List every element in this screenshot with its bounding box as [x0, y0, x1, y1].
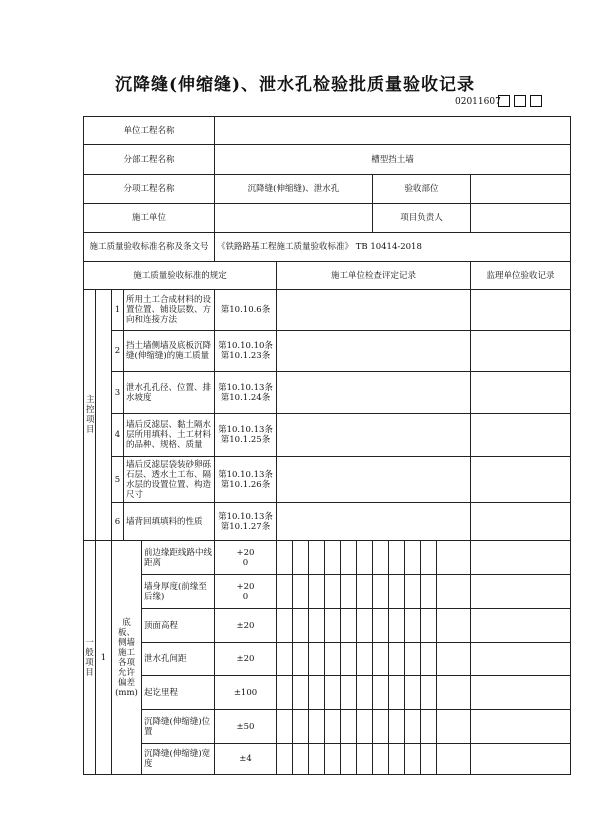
measure-cell[interactable]	[293, 676, 309, 710]
main-item-no: 3	[112, 372, 124, 414]
main-item-check[interactable]	[277, 372, 471, 414]
measure-cell[interactable]	[325, 676, 341, 710]
main-item-desc: 挡土墙侧墙及底板沉降缝(伸缩缝)的施工质量	[124, 331, 215, 372]
measure-cell[interactable]	[357, 575, 373, 609]
measure-cell[interactable]	[325, 710, 341, 744]
standard-value: 《铁路路基工程施工质量验收标准》 TB 10414-2018	[215, 233, 571, 262]
contractor-check-header: 施工单位检查评定记录	[277, 262, 471, 290]
main-item-supervisor[interactable]	[471, 457, 571, 503]
main-item-clause: 第10.10.13条 第10.1.24条	[215, 372, 277, 414]
measure-cell[interactable]	[405, 575, 421, 609]
measure-cell[interactable]	[325, 609, 341, 643]
measure-cell[interactable]	[405, 676, 421, 710]
measure-cell[interactable]	[357, 643, 373, 676]
measure-cell[interactable]	[325, 575, 341, 609]
general-row-tol: +20 0	[215, 575, 277, 609]
measure-cell[interactable]	[421, 609, 437, 643]
general-row-tol: ±20	[215, 609, 277, 643]
main-item-desc: 泄水孔孔径、位置、排水坡度	[124, 372, 215, 414]
measure-cell[interactable]	[405, 609, 421, 643]
main-item-no: 1	[112, 290, 124, 331]
measure-cell[interactable]	[437, 744, 471, 775]
measure-cell[interactable]	[357, 744, 373, 775]
general-row-supervisor[interactable]	[471, 676, 571, 710]
general-row-supervisor[interactable]	[471, 744, 571, 775]
measure-cell[interactable]	[325, 643, 341, 676]
acceptance-part-value[interactable]	[471, 175, 571, 204]
measure-cell[interactable]	[373, 643, 389, 676]
spec-column-header: 施工质量验收标准的规定	[84, 262, 277, 290]
main-item-clause: 第10.10.13条 第10.1.25条	[215, 414, 277, 457]
main-item-check[interactable]	[277, 503, 471, 541]
project-leader-label: 项目负责人	[373, 204, 471, 233]
general-row-supervisor[interactable]	[471, 710, 571, 744]
measure-cell[interactable]	[405, 710, 421, 744]
measure-cell[interactable]	[437, 609, 471, 643]
main-item-supervisor[interactable]	[471, 290, 571, 331]
measure-cell[interactable]	[389, 541, 405, 575]
measure-cell[interactable]	[373, 676, 389, 710]
measure-cell[interactable]	[293, 609, 309, 643]
contractor-label: 施工单位	[84, 204, 215, 233]
measure-cell[interactable]	[437, 541, 471, 575]
form-code: 02011607	[455, 97, 501, 107]
measure-cell[interactable]	[309, 744, 325, 775]
measure-cell[interactable]	[421, 575, 437, 609]
measure-cell[interactable]	[389, 575, 405, 609]
general-row-supervisor[interactable]	[471, 609, 571, 643]
measure-cell[interactable]	[405, 541, 421, 575]
measure-cell[interactable]	[277, 541, 293, 575]
measure-cell[interactable]	[293, 643, 309, 676]
measure-cell[interactable]	[341, 744, 357, 775]
main-item-clause: 第10.10.10条 第10.1.23条	[215, 331, 277, 372]
measure-cell[interactable]	[421, 676, 437, 710]
measure-cell[interactable]	[325, 744, 341, 775]
general-row-tol: ±100	[215, 676, 277, 710]
measure-cell[interactable]	[373, 744, 389, 775]
general-row-desc: 沉降缝(伸缩缝)位置	[142, 710, 215, 744]
measure-cell[interactable]	[357, 710, 373, 744]
measure-cell[interactable]	[437, 643, 471, 676]
sub-project-value[interactable]: 槽型挡土墙	[215, 145, 571, 175]
contractor-value[interactable]	[215, 204, 373, 233]
measure-cell[interactable]	[389, 744, 405, 775]
code-box-2[interactable]	[514, 95, 526, 107]
main-item-check[interactable]	[277, 414, 471, 457]
measure-cell[interactable]	[405, 643, 421, 676]
main-item-supervisor[interactable]	[471, 414, 571, 457]
measure-cell[interactable]	[309, 676, 325, 710]
main-item-desc: 墙背回填填料的性质	[124, 503, 215, 541]
measure-cell[interactable]	[341, 710, 357, 744]
standard-label: 施工质量验收标准名称及条文号	[84, 233, 215, 262]
measure-cell[interactable]	[293, 744, 309, 775]
main-item-check[interactable]	[277, 331, 471, 372]
measure-cell[interactable]	[341, 541, 357, 575]
measure-cell[interactable]	[373, 710, 389, 744]
measure-cell[interactable]	[421, 744, 437, 775]
general-row-desc: 沉降缝(伸缩缝)宽度	[142, 744, 215, 775]
measure-cell[interactable]	[293, 710, 309, 744]
main-item-clause: 第10.10.6条	[215, 290, 277, 331]
main-item-clause: 第10.10.13条 第10.1.27条	[215, 503, 277, 541]
code-box-3[interactable]	[530, 95, 542, 107]
main-item-desc: 所用土工合成材料的设置位置、铺设层数、方向和连接方法	[124, 290, 215, 331]
unit-project-value[interactable]	[215, 117, 571, 145]
main-item-check[interactable]	[277, 290, 471, 331]
measure-cell[interactable]	[389, 609, 405, 643]
main-item-no: 5	[112, 457, 124, 503]
measure-cell[interactable]	[277, 710, 293, 744]
project-leader-value[interactable]	[471, 204, 571, 233]
general-row-tol: +20 0	[215, 541, 277, 575]
measure-cell[interactable]	[437, 575, 471, 609]
general-row-supervisor[interactable]	[471, 643, 571, 676]
code-box-1[interactable]	[498, 95, 510, 107]
general-row-tol: ±50	[215, 710, 277, 744]
measure-cell[interactable]	[421, 643, 437, 676]
supervisor-check-header: 监理单位验收记录	[471, 262, 571, 290]
measure-cell[interactable]	[389, 676, 405, 710]
measure-cell[interactable]	[357, 609, 373, 643]
main-item-check[interactable]	[277, 457, 471, 503]
measure-cell[interactable]	[341, 609, 357, 643]
measure-cell[interactable]	[405, 744, 421, 775]
measure-cell[interactable]	[325, 541, 341, 575]
general-row-tol: ±4	[215, 744, 277, 775]
general-row-tol: ±20	[215, 643, 277, 676]
main-item-clause: 第10.10.13条 第10.1.26条	[215, 457, 277, 503]
general-row-desc: 前边缘距线路中线距离	[142, 541, 215, 575]
measure-cell[interactable]	[277, 575, 293, 609]
measure-cell[interactable]	[437, 676, 471, 710]
measure-cell[interactable]	[341, 643, 357, 676]
general-row-desc: 泄水孔间距	[142, 643, 215, 676]
main-item-supervisor[interactable]	[471, 503, 571, 541]
main-item-supervisor[interactable]	[471, 372, 571, 414]
measure-cell[interactable]	[309, 541, 325, 575]
measure-cell[interactable]	[277, 676, 293, 710]
main-item-supervisor[interactable]	[471, 331, 571, 372]
measure-cell[interactable]	[309, 575, 325, 609]
measure-cell[interactable]	[389, 710, 405, 744]
main-item-no: 4	[112, 414, 124, 457]
measure-cell[interactable]	[373, 609, 389, 643]
measure-cell[interactable]	[341, 575, 357, 609]
inspection-table	[83, 116, 571, 775]
measure-cell[interactable]	[277, 643, 293, 676]
page-title: 沉降缝(伸缩缝)、泄水孔检验批质量验收记录	[114, 75, 476, 95]
general-item-no: 1	[96, 541, 112, 775]
general-row-desc: 顶面高程	[142, 609, 215, 643]
acceptance-part-label: 验收部位	[373, 175, 471, 204]
main-item-desc: 墙后反滤层、黏土隔水层所用填料、土工材料的品种、规格、质量	[124, 414, 215, 457]
measure-cell[interactable]	[293, 575, 309, 609]
measure-cell[interactable]	[421, 541, 437, 575]
measure-cell[interactable]	[309, 609, 325, 643]
item-project-value[interactable]: 沉降缝(伸缩缝)、泄水孔	[215, 175, 373, 204]
general-row-desc: 墙身厚度(前缘至后缘)	[142, 575, 215, 609]
main-item-no: 2	[112, 331, 124, 372]
measure-cell[interactable]	[357, 676, 373, 710]
measure-cell[interactable]	[277, 609, 293, 643]
measure-cell[interactable]	[389, 643, 405, 676]
measure-cell[interactable]	[293, 541, 309, 575]
unit-project-label: 单位工程名称	[84, 117, 215, 145]
main-item-desc: 墙后反滤层袋装砂卵砾石层、透水土工布、隔水层的设置位置、构造尺寸	[124, 457, 215, 503]
measure-cell[interactable]	[373, 575, 389, 609]
sub-project-label: 分部工程名称	[84, 145, 215, 175]
general-row-desc: 起讫里程	[142, 676, 215, 710]
general-group-label: 底板、侧墙施工各项允许偏差(mm)	[112, 541, 142, 775]
measure-cell[interactable]	[309, 643, 325, 676]
measure-cell[interactable]	[437, 710, 471, 744]
general-row-supervisor[interactable]	[471, 541, 571, 575]
item-project-label: 分项工程名称	[84, 175, 215, 204]
general-items-label: 一般项目	[84, 541, 96, 775]
measure-cell[interactable]	[373, 541, 389, 575]
main-item-no: 6	[112, 503, 124, 541]
general-row-supervisor[interactable]	[471, 575, 571, 609]
measure-cell[interactable]	[277, 744, 293, 775]
measure-cell[interactable]	[357, 541, 373, 575]
measure-cell[interactable]	[421, 710, 437, 744]
measure-cell[interactable]	[341, 676, 357, 710]
main-items-label: 主控项目	[84, 290, 96, 541]
measure-cell[interactable]	[309, 710, 325, 744]
